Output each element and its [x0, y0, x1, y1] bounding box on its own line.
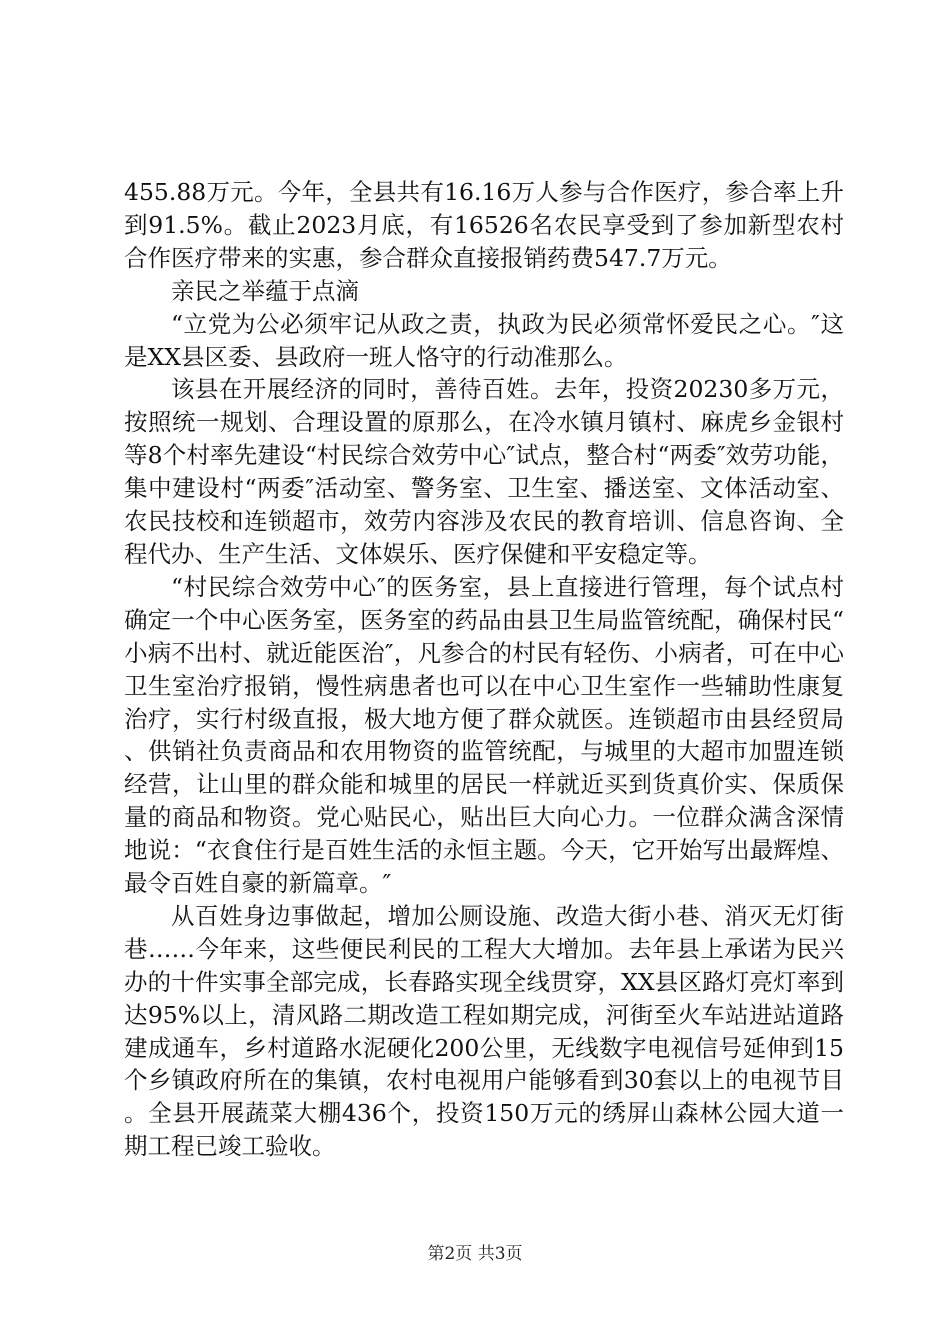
paragraph-service-center: 该县在开展经济的同时，善待百姓。去年，投资20230多万元，按照统一规划、合理设置的原那么，在冷水镇月镇村、麻虎乡金银村等8个村率先建设“村民综合效劳中心″试点，整合村“两委″效劳功能，集中建设村“两委″活动室、警务室、卫生室、播送室、文体活动室、农民技校和连锁超市，效劳内容涉及农民的教育培训、信息咨询、全程代办、生产生活、文体娱乐、医疗保健和平安稳定等。 [124, 375, 844, 568]
paragraph-section-heading: 亲民之举蕴于点滴 [171, 276, 359, 305]
paragraph-continuation: 455.88万元。今年，全县共有16.16万人参与合作医疗，参合率上升到91.5%。截止2023月底，有16526名农民享受到了参加新型农村合作医疗带来的实惠，参合群众直接报销药费547.7万元。 [124, 178, 844, 272]
paragraph-public-works: 从百姓身边事做起，增加公厕设施、改造大街小巷、消灭无灯街巷……今年来，这些便民利民的工程大大增加。去年县上承诺为民兴办的十件实事全部完成，长春路实现全线贯穿，XX县区路灯亮灯率到达95%以上，清风路二期改造工程如期完成，河街至火车站进站道路建成通车，乡村道路水泥硬化200公里，无线数字电视信号延伸到15个乡镇政府所在的集镇，农村电视用户能够看到30套以上的电视节目。全县开展蔬菜大棚436个，投资150万元的绣屏山森林公园大道一期工程已竣工验收。 [124, 901, 844, 1161]
document-body [124, 176, 844, 1163]
paragraph-quote: “立党为公必须牢记从政之责，执政为民必须常怀爱民之心。″这是XX县区委、县政府一班人恪守的行动准那么。 [124, 309, 844, 371]
page-footer: 第2页 共3页 [427, 1244, 523, 1264]
paragraph-clinic: “村民综合效劳中心″的医务室，县上直接进行管理，每个试点村确定一个中心医务室，医务室的药品由县卫生局监管统配，确保村民“小病不出村、就近能医治″，凡参合的村民有轻伤、小病者，可在中心卫生室治疗报销，慢性病患者也可以在中心卫生室作一些辅助性康复治疗，实行村级直报，极大地方便了群众就医。连锁超市由县经贸局、供销社负责商品和农用物资的监管统配，与城里的大超市加盟连锁经营，让山里的群众能和城里的居民一样就近买到货真价实、保质保量的商品和物资。党心贴民心，贴出巨大向心力。一位群众满含深情地说：“衣食住行是百姓生活的永恒主题。今天，它开始写出最辉煌、最令百姓自豪的新篇章。″ [124, 572, 844, 898]
